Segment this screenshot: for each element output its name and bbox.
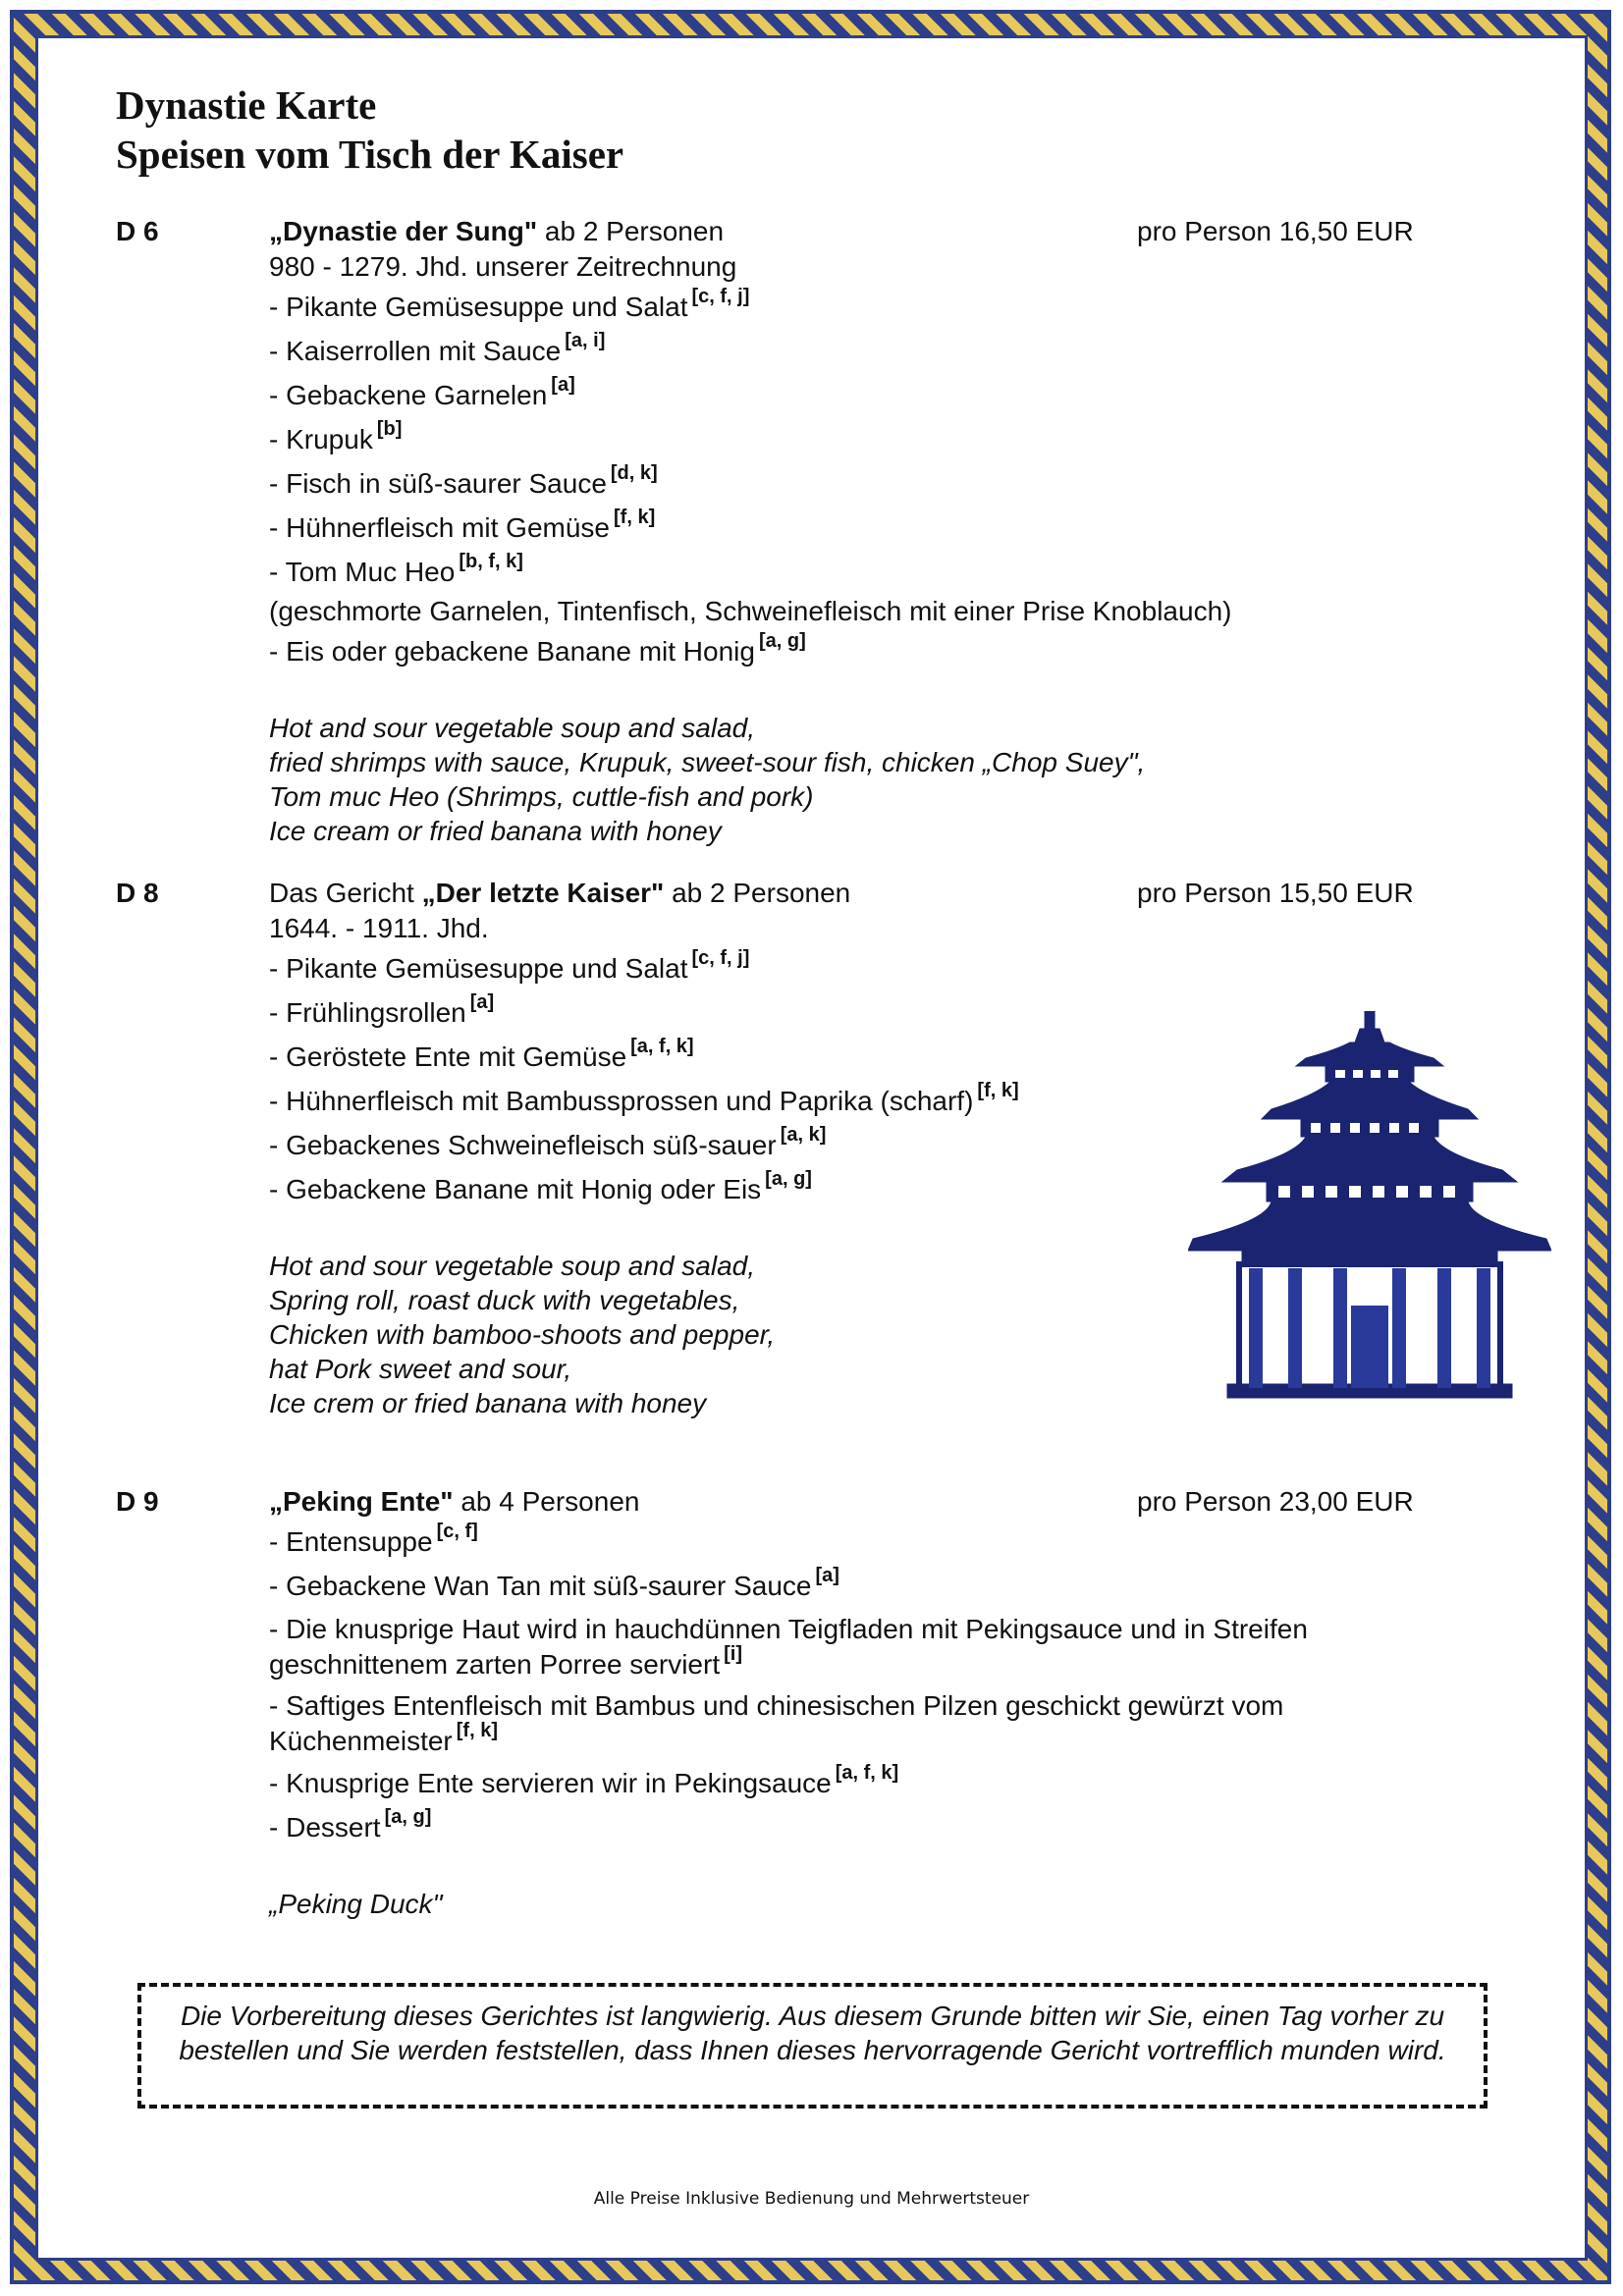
item-text: - Gebackene Garnelen (269, 380, 548, 410)
list-item (269, 629, 1447, 673)
menu-persons: ab 2 Personen (664, 878, 851, 908)
allergen-code: [c, f, j] (691, 947, 750, 969)
list-item (269, 1608, 1428, 1684)
menu-price: pro Person 23,00 EUR (1137, 1486, 1414, 1517)
title-line-1: Dynastie Karte (116, 82, 377, 128)
title-line-2: Speisen vom Tisch der Kaiser (116, 132, 624, 177)
english-line: Chicken with bamboo-shoots and pepper, (269, 1319, 776, 1350)
allergen-code: [a] (551, 374, 575, 396)
list-item (269, 417, 1447, 461)
menu-price: pro Person 15,50 EUR (1137, 878, 1414, 908)
footer-note: Alle Preise Inklusive Bedienung und Mehrwertsteuer (593, 2189, 1030, 2209)
menu-title (269, 214, 1447, 249)
item-text: - Tom Muc Heo (269, 557, 456, 587)
menu-prefix: Das Gericht (269, 878, 422, 908)
item-text: - Gebackene Banane mit Honig oder Eis (269, 1174, 762, 1204)
list-item (269, 550, 1447, 594)
menu-body (269, 1484, 1447, 1921)
item-text: - Krupuk (269, 424, 373, 454)
item-text: - Hühnerfleisch mit Bambussprossen und Paprika (scharf) (269, 1086, 974, 1116)
allergen-code: [d, k] (610, 462, 658, 484)
english-line: Tom muc Heo (Shrimps, cuttle-fish and pork) (269, 781, 814, 812)
allergen-code: [a, f, k] (835, 1762, 899, 1784)
item-text: - Frühlingsrollen (269, 997, 466, 1028)
list-item (269, 285, 1447, 329)
allergen-code: [c, f] (436, 1521, 478, 1542)
item-text: - Gebackenes Schweinefleisch süß-sauer (269, 1130, 777, 1160)
allergen-code: [a] (815, 1565, 839, 1586)
menu-name: „Der letzte Kaiser" (421, 878, 665, 908)
menu-price: pro Person 16,50 EUR (1137, 216, 1414, 246)
list-item (269, 329, 1447, 373)
list-item (269, 461, 1447, 506)
allergen-code: [f, k] (614, 507, 656, 528)
item-text: - Gebackene Wan Tan mit süß-saurer Sauce (269, 1571, 812, 1601)
list-item (269, 946, 1447, 990)
allergen-code: [a] (469, 991, 495, 1013)
menu-page (49, 49, 1574, 2247)
english-line: Hot and sour vegetable soup and salad, (269, 713, 756, 743)
allergen-code: [a, k] (780, 1124, 827, 1146)
menu-body (269, 214, 1447, 848)
menu-code: D 8 (116, 878, 159, 908)
allergen-code: [b] (376, 418, 403, 440)
allergen-code: [a, g] (765, 1168, 812, 1190)
menu-title (269, 1484, 1447, 1520)
english-line: fried shrimps with sauce, Krupuk, sweet-sour fish, chicken „Chop Suey", (269, 747, 1146, 777)
menu-persons: ab 4 Personen (453, 1486, 640, 1517)
allergen-code: [a, g] (758, 630, 806, 652)
english-line: Ice cream or fried banana with honey (269, 816, 722, 846)
allergen-code: [c, f, j] (691, 286, 750, 307)
list-item (269, 373, 1447, 417)
item-text: - Pikante Gemüsesuppe und Salat (269, 292, 688, 322)
english-line: Spring roll, roast duck with vegetables, (269, 1285, 740, 1315)
english-line: „Peking Duck" (269, 1889, 443, 1919)
menu-era: 1644. - 1911. Jhd. (269, 913, 489, 943)
preorder-notice: Die Vorbereitung dieses Gerichtes ist langwierig. Aus diesem Grunde bitten wir Sie, einen Tag vorher zu bestellen und Sie werden feststellen, dass Ihnen dieses hervorragende Gericht vortrefflich munden wird. (137, 1983, 1488, 2109)
item-text: - Geröstete Ente mit Gemüse (269, 1041, 627, 1072)
item-text: - Entensuppe (269, 1526, 433, 1557)
allergen-code: [a, i] (565, 330, 606, 351)
item-text: - Fisch in süß-saurer Sauce (269, 468, 607, 499)
pagoda-illustration (1188, 1011, 1551, 1404)
item-text: - Saftiges Entenfleisch mit Bambus und chinesischen Pilzen geschickt gewürzt vom Küchenmeister (269, 1690, 1284, 1756)
english-line: hat Pork sweet and sour, (269, 1354, 572, 1384)
menu-code: D 9 (116, 1486, 159, 1517)
menu-code: D 6 (116, 216, 159, 246)
list-item (269, 1564, 1447, 1608)
menu-name: „Peking Ente" (269, 1486, 454, 1517)
allergen-code: [i] (724, 1643, 742, 1665)
list-item (269, 1520, 1447, 1564)
allergen-code: [a, g] (384, 1806, 432, 1828)
menu-era: 980 - 1279. Jhd. unserer Zeitrechnung (269, 251, 737, 282)
list-item (269, 1684, 1408, 1761)
allergen-code: [f, k] (456, 1720, 498, 1741)
menu-name: „Dynastie der Sung" (269, 216, 538, 246)
item-text: - Pikante Gemüsesuppe und Salat (269, 953, 688, 984)
english-line: Hot and sour vegetable soup and salad, (269, 1251, 756, 1281)
list-item (269, 1761, 1447, 1805)
english-line: Ice crem or fried banana with honey (269, 1388, 707, 1418)
menu-persons: ab 2 Personen (537, 216, 725, 246)
item-text: - Eis oder gebackene Banane mit Honig (269, 636, 755, 667)
menu-title (269, 876, 1447, 911)
allergen-code: [b, f, k] (459, 551, 523, 572)
item-text: - Kaiserrollen mit Sauce (269, 336, 562, 366)
list-item (269, 506, 1447, 550)
item-text: - Dessert (269, 1812, 381, 1842)
allergen-code: [f, k] (977, 1080, 1019, 1101)
item-text: - Die knusprige Haut wird in hauchdünnen Teigfladen mit Pekingsauce und in Streifen geschnittenem zarten Porree serviert (269, 1614, 1308, 1680)
list-item (269, 1805, 1447, 1849)
item-text: - Hühnerfleisch mit Gemüse (269, 512, 611, 543)
item-text: - Knusprige Ente servieren wir in Pekingsauce (269, 1768, 832, 1798)
item-note: (geschmorte Garnelen, Tintenfisch, Schweinefleisch mit einer Prise Knoblauch) (269, 596, 1232, 626)
page-title (116, 80, 623, 179)
allergen-code: [a, f, k] (630, 1036, 694, 1057)
